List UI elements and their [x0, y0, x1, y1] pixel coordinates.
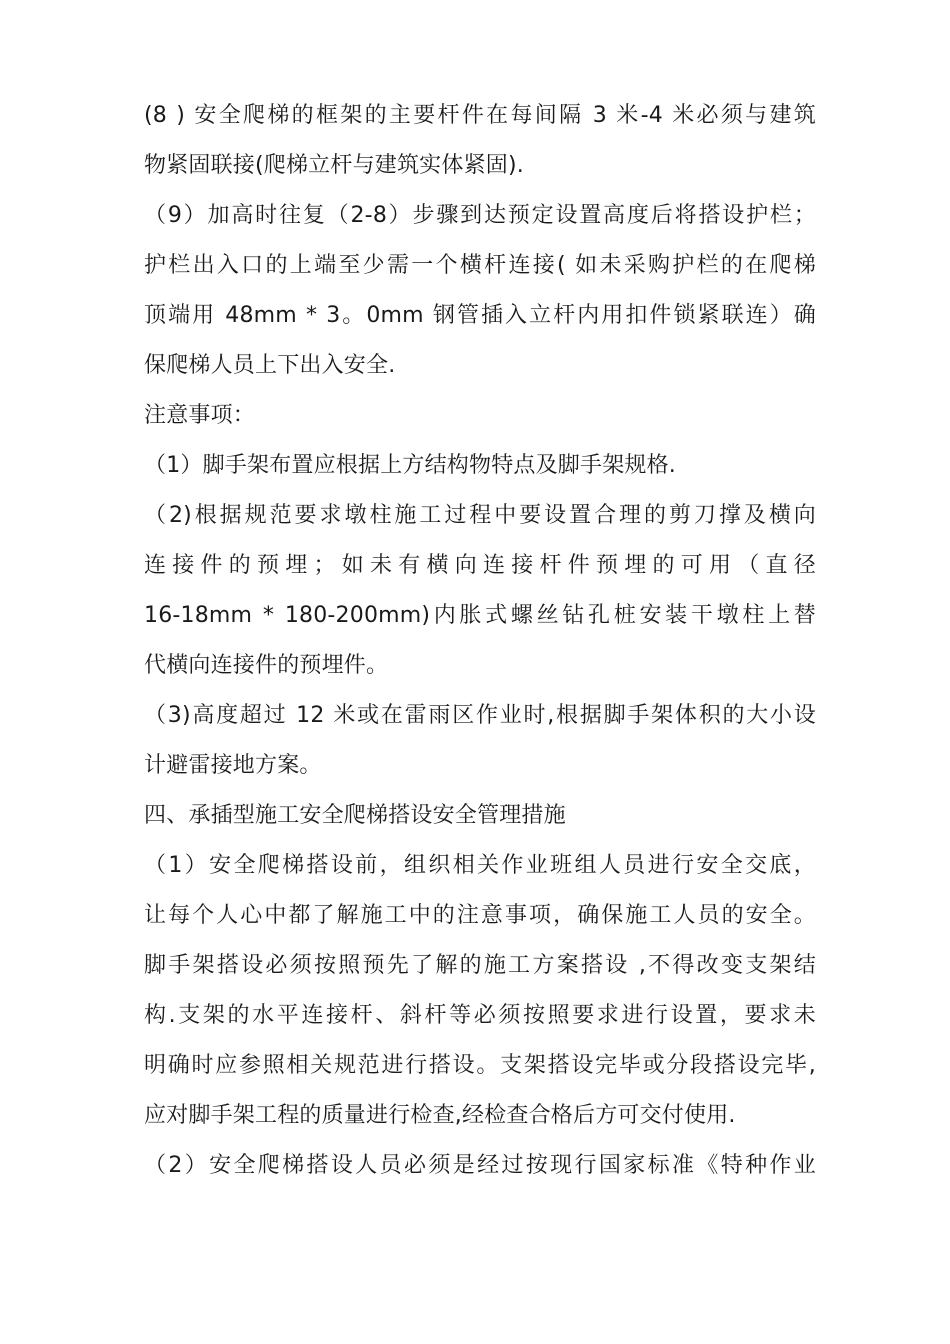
text-line: 明确时应参照相关规范进行搭设。支架搭设完毕或分段搭设完毕,: [144, 1053, 816, 1078]
text-line: 脚手架搭设必须按照预先了解的施工方案搭设 ,不得改变支架结: [144, 953, 816, 978]
text-line: (8 ) 安全爬梯的框架的主要杆件在每间隔 3 米-4 米必须与建筑: [144, 103, 816, 128]
text-line: 顶端用 48mm * 3。0mm 钢管插入立杆内用扣件锁紧联连）确: [144, 303, 816, 328]
text-line: （9）加高时往复（2-8）步骤到达预定设置高度后将搭设护栏；: [144, 203, 816, 228]
text-line: 护栏出入口的上端至少需一个横杆连接( 如未采购护栏的在爬梯: [144, 253, 816, 278]
text-line: 让每个人心中都了解施工中的注意事项，确保施工人员的安全。: [144, 903, 816, 928]
text-line: 16-18mm * 180-200mm)内胀式螺丝钻孔桩安装干墩柱上替: [144, 603, 816, 628]
section-heading: 注意事项：: [144, 403, 256, 428]
section-heading: 四、承插型施工安全爬梯搭设安全管理措施: [144, 803, 566, 828]
text-line: （2）安全爬梯搭设人员必须是经过按现行国家标准《特种作业: [144, 1153, 816, 1178]
text-line: 代横向连接件的预埋件。: [144, 653, 389, 678]
text-line: 应对脚手架工程的质量进行检查,经检查合格后方可交付使用.: [144, 1103, 736, 1128]
text-line: （3)高度超过 12 米或在雷雨区作业时,根据脚手架体积的大小设: [144, 703, 816, 728]
text-line: （1）脚手架布置应根据上方结构物特点及脚手架规格.: [144, 453, 676, 478]
text-line: （2)根据规范要求墩柱施工过程中要设置合理的剪刀撑及横向: [144, 503, 816, 528]
text-line: 连接件的预埋；如未有横向连接杆件预埋的可用（直径: [144, 553, 816, 578]
text-line: 构.支架的水平连接杆、斜杆等必须按照要求进行设置，要求未: [144, 1003, 816, 1028]
text-line: 计避雷接地方案。: [144, 753, 322, 778]
text-line: 物紧固联接(爬梯立杆与建筑实体紧固).: [144, 153, 524, 178]
text-line: （1）安全爬梯搭设前，组织相关作业班组人员进行安全交底，: [144, 853, 816, 878]
text-line: 保爬梯人员上下出入安全.: [144, 353, 396, 378]
